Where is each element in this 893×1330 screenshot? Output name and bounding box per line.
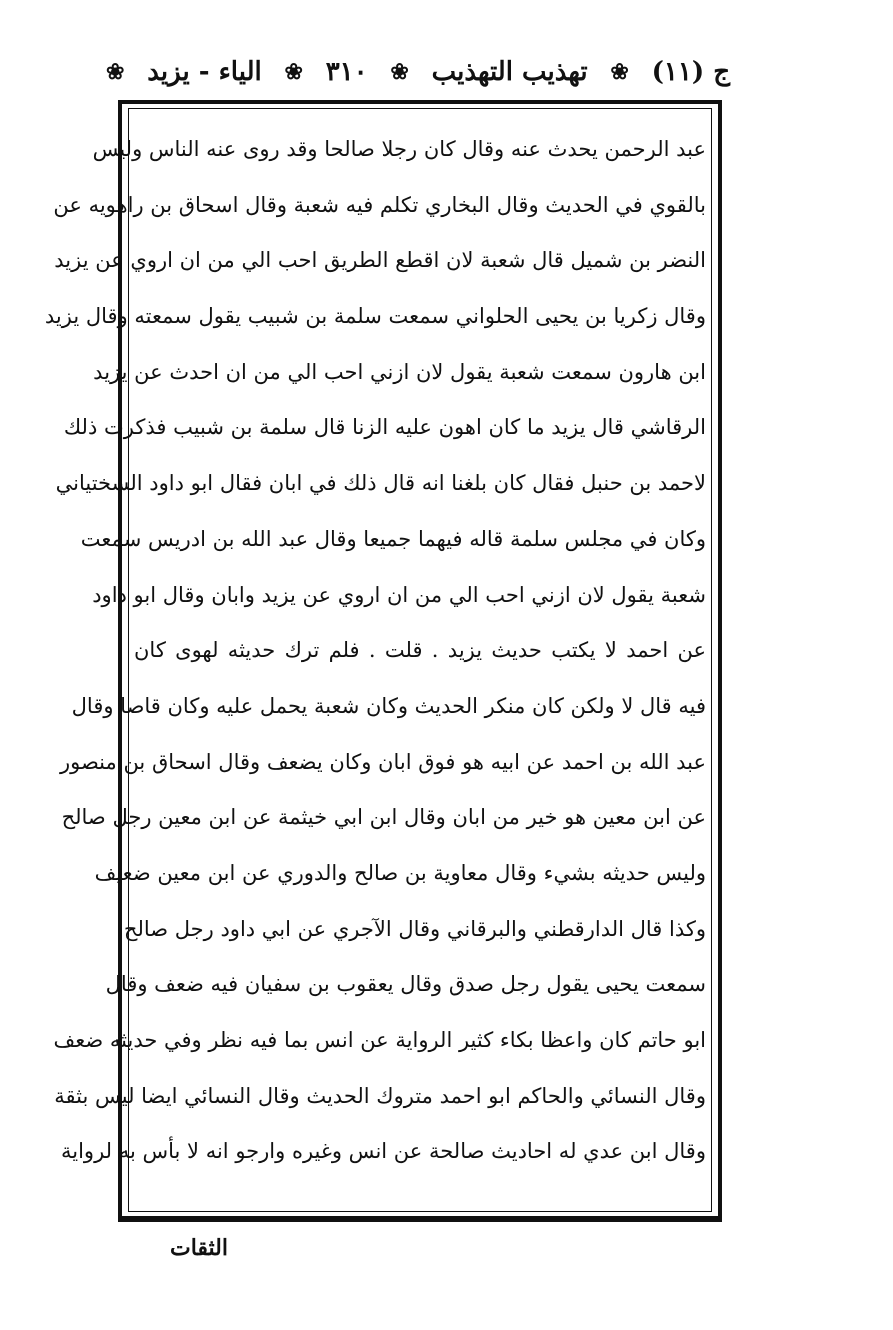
ornament-icon: ❀ (284, 59, 303, 85)
text-frame-outer (44, 100, 722, 1222)
ornament-icon: ❀ (390, 59, 409, 85)
text-line: لاحمد بن حنبل فقال كان بلغنا انه قال ذلك في ابان فقال ابو داود السختياني (55, 471, 706, 496)
text-line: وقال زكريا بن يحيى الحلواني سمعت سلمة بن شبيب يقول سمعته وقال يزيد (44, 304, 706, 329)
text-line: وليس حديثه بشيء وقال معاوية بن صالح والدوري عن ابن معين ضعيف (94, 860, 706, 885)
page-header (102, 52, 730, 92)
text-line: ابن هارون سمعت شعبة يقول لان ازني احب الي من ان احدث عن يزيد (93, 359, 706, 384)
volume-number: ج (١١) (651, 57, 730, 87)
text-line: سمعت يحيى يقول رجل صدق وقال يعقوب بن سفيان فيه ضعف وقال (105, 972, 706, 997)
text-line: بالقوي في الحديث وقال البخاري تكلم فيه شعبة وقال اسحاق بن راهويه عن (53, 192, 706, 217)
text-line: النضر بن شميل قال شعبة لان اقطع الطريق احب الي من ان اروي عن يزيد (54, 248, 706, 273)
text-line: عبد الله بن احمد عن ابيه هو فوق ابان وكان يضعف وقال اسحاق بن منصور (59, 749, 706, 774)
page-number: ٣١٠ (325, 57, 368, 87)
section-title: الياء - يزيد (147, 57, 262, 87)
ornament-icon: ❀ (106, 59, 125, 85)
text-line: وقال ابن عدي له احاديث صالحة عن انس وغيره وارجو انه لا بأس به لرواية (60, 1139, 706, 1164)
text-line: عن ابن معين هو خير من ابان وقال ابن ابي خيثمة عن ابن معين رجل صالح (61, 805, 706, 830)
book-title: تهذيب التهذيب (431, 57, 588, 87)
text-line: وقال النسائي والحاكم ابو احمد متروك الحديث وقال النسائي ايضا ليس بثقة (54, 1083, 706, 1108)
text-line: فيه قال لا ولكن كان منكر الحديث وكان شعبة يحمل عليه وكان قاصا وقال (71, 693, 706, 718)
catchword: الثقات (170, 1235, 228, 1261)
text-line: وكان في مجلس سلمة قاله فيهما جميعا وقال عبد الله بن ادريس سمعت (80, 526, 706, 551)
text-line: عن احمد لا يكتب حديث يزيد . قلت . فلم ترك حديثه لهوى كان (134, 638, 706, 663)
ornament-icon: ❀ (610, 59, 629, 85)
text-line: وكذا قال الدارقطني والبرقاني وقال الآجري عن ابي داود رجل صالح (123, 916, 706, 941)
text-line: الرقاشي قال يزيد ما كان اهون عليه الزنا قال سلمة بن شبيب فذكرت ذلك (63, 415, 706, 440)
body-text (44, 122, 706, 1180)
text-line: شعبة يقول لان ازني احب الي من ان اروي عن يزيد وابان وقال ابو داود (92, 582, 706, 607)
text-line: عبد الرحمن يحدث عنه وقال كان رجلا صالحا وقد روى عنه الناس وليس (92, 137, 706, 161)
text-line: ابو حاتم كان واعظا بكاء كثير الرواية عن انس بما فيه نظر وفي حديثه ضعف (53, 1028, 706, 1052)
